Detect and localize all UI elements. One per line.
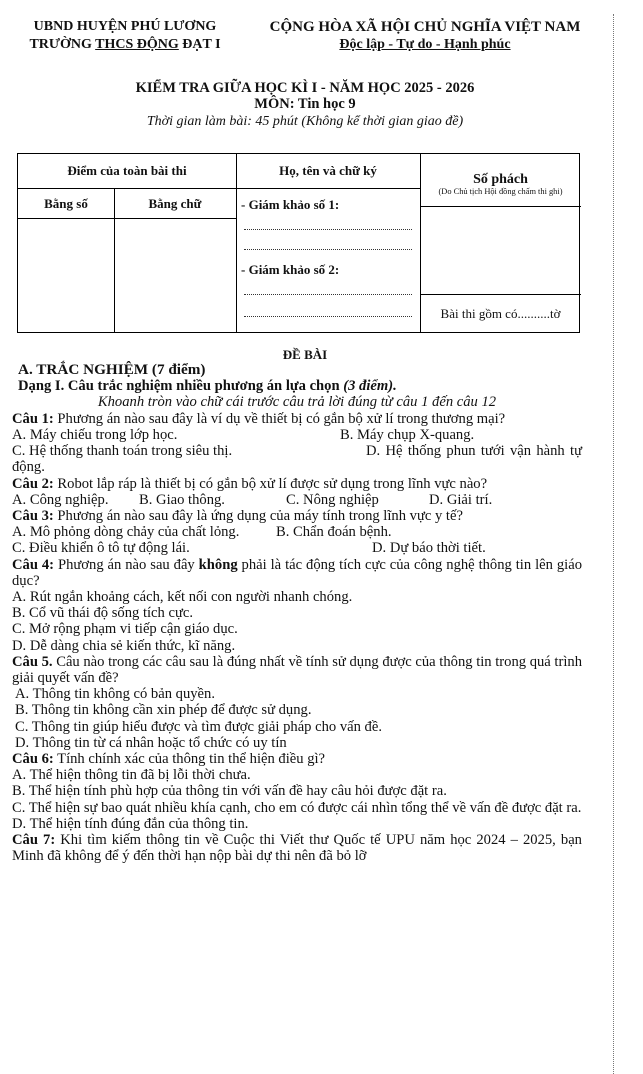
score-words-header: Bằng chữ: [148, 196, 202, 211]
question-7: Câu 7: Khi tìm kiếm thông tin về Cuộc thi Viết thư Quốc tế UPU năm học 2024 – 2025, bạn Minh đã không để ý đến thời hạn nộp bài dự thi nên đã bỏ lỡ: [12, 832, 582, 865]
q4-option-a: A. Rút ngắn khoảng cách, kết nối con người nhanh chóng.: [12, 589, 353, 606]
district-name: UBND HUYỆN PHÚ LƯƠNG: [33, 19, 217, 34]
question-6: Câu 6: Tính chính xác của thông tin thể hiện điều gì?: [12, 751, 326, 768]
q5-option-b: B. Thông tin không cần xin phép để được sử dụng.: [15, 702, 312, 719]
q3-options-row1: [12, 524, 582, 540]
part-a-heading: A. TRẮC NGHIỆM (7 điểm): [18, 361, 206, 378]
q4-option-c: C. Mở rộng phạm vi tiếp cận giáo dục.: [12, 621, 238, 638]
type-1-heading: Dạng I. Câu trắc nghiệm nhiều phương án lựa chọn (3 điểm).: [18, 378, 397, 395]
q3-option-b: B. Chẩn đoán bệnh.: [276, 524, 392, 541]
table-divider: [420, 206, 581, 207]
school-header: [10, 18, 240, 54]
q1-option-d: D. Hệ thống phun tưới vận hành tự động.: [12, 443, 582, 476]
q1-option-c: C. Hệ thống thanh toán trong siêu thị.: [12, 443, 233, 460]
question-3: Câu 3: Phương án nào sau đây là ứng dụng của máy tính trong lĩnh vực y tế?: [12, 508, 463, 525]
q6-option-c: C. Thể hiện sự bao quát nhiều khía cạnh, cho em có được cái nhìn tổng thể về vấn đề được đặt ra.: [12, 799, 582, 816]
signature-line: [244, 294, 412, 295]
exam-time: Thời gian làm bài: 45 phút (Không kể thời gian giao đề): [146, 114, 464, 129]
school-name: TRƯỜNG THCS ĐỘNG ĐẠT I: [29, 37, 221, 52]
score-header: Điểm của toàn bài thi: [67, 163, 187, 178]
page-count: Bài thi gồm có..........tờ: [440, 306, 561, 321]
q2-option-c: C. Nông nghiệp: [286, 491, 379, 508]
q5-option-a: A. Thông tin không có bản quyền.: [15, 686, 215, 703]
q3-option-a: A. Mô phỏng dòng chảy của chất lỏng.: [12, 524, 240, 541]
score-number-header: Bằng số: [44, 196, 88, 211]
q1-option-a: A. Máy chiếu trong lớp học.: [12, 426, 178, 443]
name-header: Họ, tên và chữ ký: [279, 163, 377, 178]
q4-option-b: B. Cổ vũ thái độ sống tích cực.: [12, 605, 193, 622]
national-header: [240, 18, 610, 54]
exam-content: [12, 362, 582, 865]
q2-option-a: A. Công nghiệp.: [12, 491, 109, 508]
table-divider: [18, 188, 420, 189]
section-de-bai: ĐỀ BÀI: [282, 347, 328, 362]
q6-option-a: A. Thể hiện thông tin đã bị lỗi thời chưa.: [12, 767, 251, 784]
q1-option-b: B. Máy chụp X-quang.: [340, 426, 475, 443]
question-5: Câu 5. Câu nào trong các câu sau là đúng nhất về tính sử dụng được của thông tin trong quá trình giải quyết vấn đề?: [12, 653, 582, 687]
question-1: Câu 1: Phương án nào sau đây là ví dụ về thiết bị có gắn bộ xử lí trong thương mại?: [12, 410, 506, 427]
signature-line: [244, 316, 412, 317]
signature-line: [244, 229, 412, 230]
q2-option-d: D. Giải trí.: [429, 491, 493, 508]
q3-options-row2: [12, 540, 582, 556]
q1-options-row1: [12, 427, 582, 443]
question-2: Câu 2: Robot lắp ráp là thiết bị có gắn bộ xử lí được sử dụng trong lĩnh vực nào?: [12, 475, 488, 492]
score-table: [17, 153, 580, 333]
exam-title: KIỂM TRA GIỮA HỌC KÌ I - NĂM HỌC 2025 - 2026: [135, 80, 475, 96]
q2-option-b: B. Giao thông.: [139, 491, 225, 508]
margin-dotted-line: [613, 14, 614, 1074]
q6-option-b: B. Thể hiện tính phù hợp của thông tin với vấn đề hay câu hỏi được đặt ra.: [12, 783, 447, 800]
table-divider: [18, 218, 236, 219]
question-4: Câu 4: Phương án nào sau đây không phải là tác động tích cực của công nghệ thông tin lên giáo dục?: [12, 556, 582, 589]
q5-option-c: C. Thông tin giúp hiểu được và tìm được giải pháp cho vấn đề.: [15, 718, 382, 735]
q5-option-d: D. Thông tin từ cá nhân hoặc tổ chức có uy tín: [15, 734, 287, 751]
instruction: Khoanh tròn vào chữ cái trước câu trả lời đúng từ câu 1 đến câu 12: [97, 394, 497, 411]
q6-option-d: D. Thể hiện tính đúng đắn của thông tin.: [12, 815, 249, 832]
table-divider: [236, 154, 237, 332]
q4-option-d: D. Dễ dàng chia sẻ kiến thức, kĩ năng.: [12, 637, 236, 654]
national-motto: Độc lập - Tự do - Hạnh phúc: [339, 37, 511, 52]
exam-subject: MÔN: Tin học 9: [254, 96, 356, 112]
q2-options: [12, 492, 582, 508]
q3-option-c: C. Điều khiển ô tô tự động lái.: [12, 540, 190, 557]
q3-option-d: D. Dự báo thời tiết.: [372, 540, 486, 557]
country-name: CỘNG HÒA XÃ HỘI CHỦ NGHĨA VIỆT NAM: [269, 19, 581, 35]
signature-line: [244, 249, 412, 250]
code-note: (Do Chủ tịch Hội đồng chấm thi ghi): [438, 187, 563, 196]
table-divider: [420, 294, 581, 295]
code-header: Số phách: [473, 172, 528, 187]
examiner-2-label: - Giám khảo số 2:: [241, 262, 340, 277]
examiner-1-label: - Giám khảo số 1:: [241, 197, 340, 212]
